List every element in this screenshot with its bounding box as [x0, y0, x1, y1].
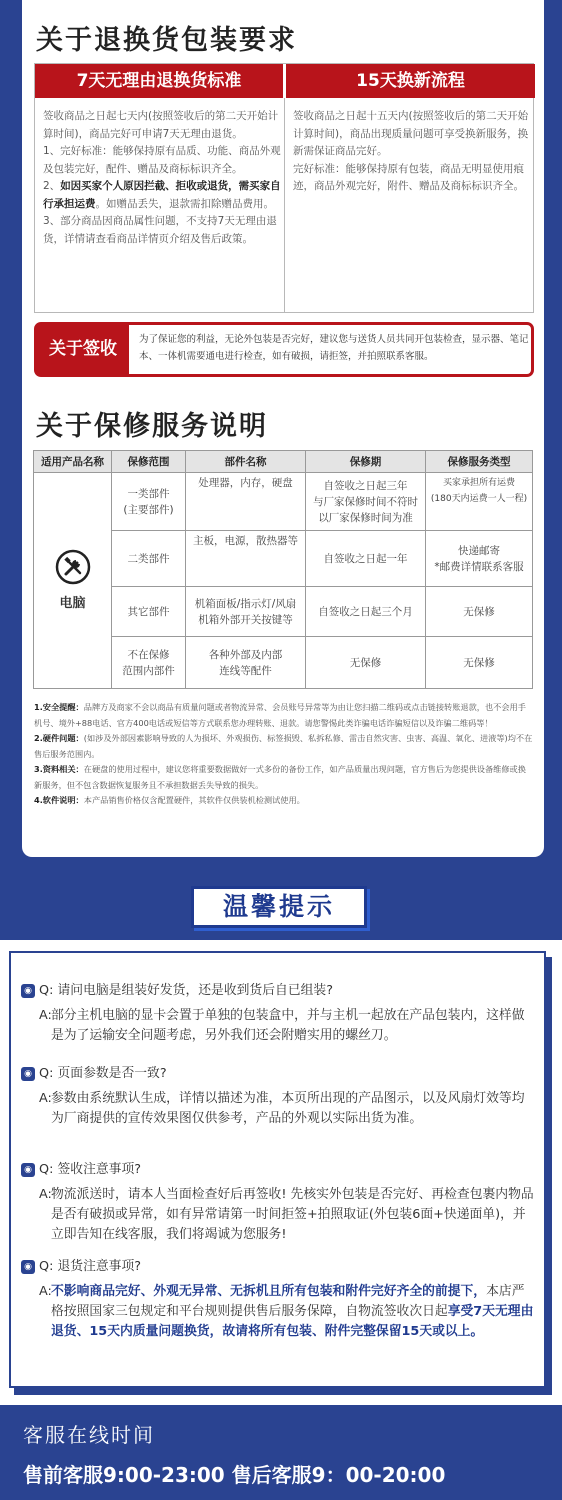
service-cell: 快递邮寄 *邮费详情联系客服 — [426, 531, 533, 587]
question — [21, 1064, 536, 1084]
q-prefix: Q: — [39, 1162, 54, 1177]
service-cell: 无保修 — [426, 637, 533, 689]
answer-bold: 享受7天无理由退货、15天内质量问题换货，故请将所有包装、附件完整保留15天或以上。 — [51, 1304, 534, 1339]
fifteen-day-header: 15天换新流程 — [286, 64, 535, 98]
returns-box — [34, 63, 534, 313]
answer-text: 物流派送时，请本人当面检查好后再签收! 先核实外包装是否完好、再检查包裹内物品是否有破损或异常，如有异常请第一时间拒签+拍照取证(外包装6面+快递面单)，并立即告知在线客服，我们将竭诚为您服务! — [51, 1187, 534, 1242]
question — [21, 1257, 536, 1277]
a-prefix: A: — [39, 1187, 52, 1202]
policy-panel — [22, 0, 544, 857]
a-prefix: A: — [39, 1008, 52, 1023]
header-parts: 部件名称 — [186, 451, 306, 473]
qa-item — [21, 1160, 536, 1245]
tips-title: 温馨提示 — [191, 886, 367, 928]
header-product: 适用产品名称 — [34, 451, 112, 473]
question-text: 页面参数是否一致? — [57, 1066, 167, 1081]
scope-cell: 其它部件 — [112, 587, 186, 637]
seven-day-text-bold: 如因买家个人原因拦截、拒收或退货，需买家自行承担运费 — [43, 180, 281, 210]
qa-box — [9, 951, 546, 1388]
note-text: (如涉及外部因素影响导致的人为损坏、外观损伤、标签损毁、私拆私修、雷击自然灾害、虫害、高温、氧化、进液等)均不在售后服务范围内。 — [34, 733, 533, 759]
table-row — [34, 473, 533, 531]
header-service: 保修服务类型 — [426, 451, 533, 473]
qa-item — [21, 981, 536, 1046]
scope-cell: 不在保修 范围内部件 — [112, 637, 186, 689]
sign-text: 为了保证您的利益，无论外包装是否完好，建议您与送货人员共同开包装检查，显示器、笔记本、一体机需要通电进行检查，如有破损，请拒签，并拍照联系客服。 — [139, 334, 529, 362]
answer — [21, 1185, 536, 1245]
parts-cell: 主板，电源，散热器等 — [186, 531, 306, 587]
column-divider — [284, 98, 285, 313]
product-name: 电脑 — [59, 596, 86, 611]
header-period: 保修期 — [306, 451, 426, 473]
note-label: 1.安全提醒： — [34, 702, 84, 712]
note-label: 2.硬件问题： — [34, 733, 84, 743]
seven-day-text-part1: 签收商品之日起七天内(按照签收后的第二天开始计算时间)，商品完好可申请7天无理由退货。 1、完好标准：能够保持原有品质、功能、商品外观及包装完好，配件、赠品及商标标识齐全。 2、 — [43, 110, 281, 192]
tools-icon — [55, 549, 91, 585]
period-cell: 无保修 — [306, 637, 426, 689]
note-text: 在硬盘的使用过程中，建议您将重要数据做好一式多份的备份工作，如产品质量出现问题，官方售后为您提供设备维修或换新服务，但不包含数据恢复服务且不承担数据丢失导致的损失。 — [34, 764, 526, 790]
note-item — [34, 762, 534, 793]
service-hours-footer — [0, 1405, 562, 1500]
parts-cell: 各种外部及内部 连线等配件 — [186, 637, 306, 689]
note-label: 4.软件说明： — [34, 795, 84, 805]
note-text: 品牌方及商家不会以商品有质量问题或者物流异常、会员账号异常等为由让您扫描二维码或点击链接转账退款，也不会用手机号、境外+88电话、官方400电话或短信等方式联系您办理转账、退款。请您警惕此类诈骗电话诈骗短信以及诈骗二维码等！ — [34, 702, 526, 728]
header-scope: 保修范围 — [112, 451, 186, 473]
note-item — [34, 700, 534, 731]
sign-box — [34, 322, 534, 377]
question-icon: ◉ — [21, 1163, 35, 1177]
parts-cell: 处理器，内存，硬盘 — [186, 473, 306, 531]
warranty-notes — [34, 700, 534, 809]
warranty-table — [33, 450, 533, 689]
question — [21, 1160, 536, 1180]
period-cell: 自签收之日起三个月 — [306, 587, 426, 637]
question — [21, 981, 536, 1001]
answer-text: 部分主机电脑的显卡会置于单独的包装盒中，并与主机一起放在产品包装内，这样做是为了运输安全问题考虑，另外我们还会附赠实用的螺丝刀。 — [51, 1008, 525, 1043]
question-text: 签收注意事项? — [57, 1162, 142, 1177]
warranty-title: 关于保修服务说明 — [36, 411, 268, 442]
note-text: 本产品销售价格仅含配置硬件，其软件仅供装机检测试使用。 — [83, 795, 305, 805]
question-text: 退货注意事项? — [57, 1259, 142, 1274]
q-prefix: Q: — [39, 1259, 54, 1274]
seven-day-text — [43, 108, 281, 248]
q-prefix: Q: — [39, 1066, 54, 1081]
answer-text: 本店严格按照国家三包规定和平台规则提供售后服务保障，自物流签收次日起 — [51, 1284, 525, 1319]
seven-day-text-part2: 。如赠品丢失，退款需扣除赠品费用。 3、部分商品因商品属性问题，不支持7天无理由退货，详情请查看商品详情页介绍及售后政策。 — [43, 197, 277, 245]
a-prefix: A: — [39, 1284, 52, 1299]
period-cell: 自签收之日起三年 与厂家保修时间不符时 以厂家保修时间为准 — [306, 473, 426, 531]
note-label: 3.资料相关： — [34, 764, 84, 774]
answer — [21, 1089, 536, 1129]
a-prefix: A: — [39, 1091, 52, 1106]
answer-bold: 不影响商品完好、外观无异常、无拆机且所有包装和附件完好齐全的前提下， — [51, 1284, 487, 1299]
seven-day-header: 7天无理由退换货标准 — [35, 64, 283, 98]
returns-title: 关于退换货包装要求 — [36, 25, 297, 56]
note-item — [34, 731, 534, 762]
scope-cell: 一类部件 (主要部件) — [112, 473, 186, 531]
question-icon: ◉ — [21, 984, 35, 998]
service-title: 客服在线时间 — [23, 1423, 155, 1447]
answer — [21, 1006, 536, 1046]
question-text: 请问电脑是组装好发货，还是收到货后自已组装? — [57, 983, 333, 998]
note-item — [34, 793, 534, 809]
qa-item — [21, 1064, 536, 1129]
product-cell — [34, 473, 112, 689]
period-cell: 自签收之日起一年 — [306, 531, 426, 587]
question-icon: ◉ — [21, 1260, 35, 1274]
service-cell: 无保修 — [426, 587, 533, 637]
question-icon: ◉ — [21, 1067, 35, 1081]
warranty-header-row — [34, 451, 533, 473]
answer-text: 参数由系统默认生成，详情以描述为准，本页所出现的产品图示，以及风扇灯效等均为厂商提供的宣传效果图仅供参考，产品的外观以实际出货为准。 — [51, 1091, 525, 1126]
q-prefix: Q: — [39, 983, 54, 998]
service-hours: 售前客服9:00-23:00 售后客服9：00-20:00 — [23, 1463, 446, 1487]
scope-cell: 二类部件 — [112, 531, 186, 587]
sign-label: 关于签收 — [37, 325, 129, 374]
qa-item — [21, 1257, 536, 1342]
answer — [21, 1282, 536, 1342]
parts-cell: 机箱面板/指示灯/风扇 机箱外部开关按键等 — [186, 587, 306, 637]
service-cell: 买家承担所有运费 (180天内运费一人一程) — [426, 473, 533, 531]
fifteen-day-text: 签收商品之日起十五天内(按照签收后的第二天开始计算时间)，商品出现质量问题可享受换新服务，换新需保证商品完好。 完好标准：能够保持原有包装，商品无明显使用痕迹，商品外观完好，附件、赠品及商标标识齐全。 — [293, 110, 529, 192]
